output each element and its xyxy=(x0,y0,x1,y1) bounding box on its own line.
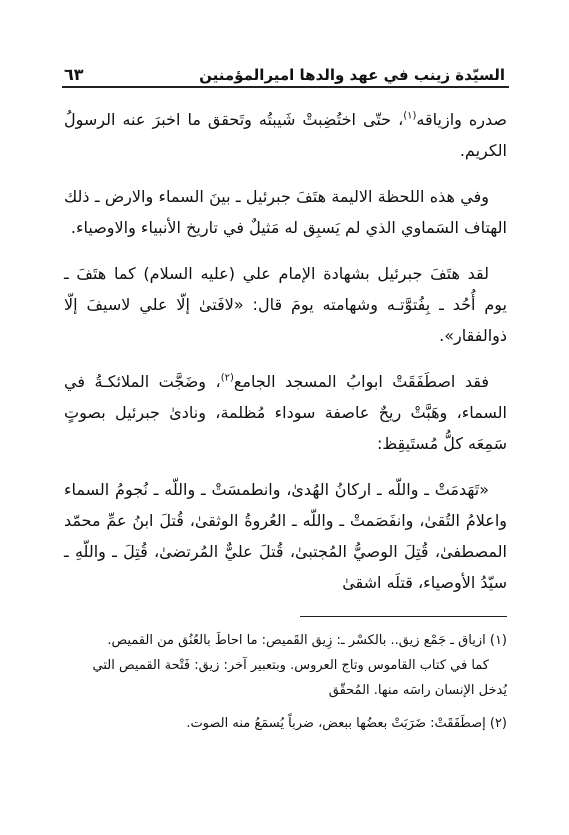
footnote-1-line2: كما في كتاب القاموس وتاج العروس. وبتعبير آخر: زيق: فَتْحة القميص التي يُدخل الإنسان راسَه منها. xyxy=(92,658,507,698)
main-text xyxy=(64,104,507,613)
page-header xyxy=(64,58,505,84)
footnote-ref-2: (٢) xyxy=(220,372,234,384)
running-title: السيّدة زينب في عهد والدها اميرالمؤمنين xyxy=(199,66,505,84)
page-number: ٦٣ xyxy=(64,65,84,84)
header-rule xyxy=(62,86,509,88)
paragraph-4 xyxy=(64,366,507,459)
paragraph-3: لقد هتَفَ جبرئيل بشهادة الإمام علي (عليه السلام) كما هتَفَ ـ يوم أُحُد ـ بِفُتوَّتـه وشهامته يومَ قال: «لافَتىٰ إلّا علي لاسيفَ إلّا ذوالفقار». xyxy=(64,264,507,345)
footnote-1-line1: (١) ازياق ـ جَمْع زيق.. بالكسْر ـ: زِيق القَميص: ما احاطَ بالعُنُق من القميص. xyxy=(107,633,507,648)
paragraph-2: وفي هذه اللحظة الاليمة هتَفَ جبرئيل ـ بينَ السماء والارض ـ ذلك الهتاف السَماوي الذي لم يَسبِق له مَثيلٌ في تاريخ الأنبياء والاوصياء. xyxy=(64,187,507,237)
p4-text-before: فقد اصطَفَقَتْ ابوابُ المسجد الجامع xyxy=(233,372,490,391)
footnote-ref-1: (١) xyxy=(403,110,417,122)
paragraph-5: «تَهَدمَتْ ـ واللّه ـ اركانُ الهُدىٰ، وانطمسَتْ ـ واللّه ـ نُجومُ السماء واعلامُ التُقىٰ، وانفَصَمتْ ـ واللّه ـ العُروةُ الوثقىٰ، قُتلَ ابنُ عمِّ محمّد المصطفىٰ، قُتِلَ الوصيُّ المُجتبىٰ، قُتلَ عليٌّ المُرتضىٰ، قُتِلَ ـ واللّهِ ـ سيّدُ الأوصياء، قتلَه اشقىٰ xyxy=(64,480,507,592)
footnote-1 xyxy=(64,628,507,703)
p1-text-before: صدره وازياقه xyxy=(416,110,507,129)
p4-text-after: ، وضَجَّت الملائكـةُ في السماء، وهَبَّتْ ريحٌ عاصفة سوداء مُظلمة، ونادىٰ جبرئيل بصوتٍ سَمِعَه كلُّ مُستَيقِظ: xyxy=(64,372,507,453)
p1-text-after: ، حتّى اختُضِبتْ شَيبتُه وتَحقق ما اخبرَ عنه الرسولُ الكريم. xyxy=(64,110,507,160)
footnote-2: (٢) إصطَفَقَتْ: ضَرَبَتْ بعضُها ببعض، ضرباً يُسمَعُ منه الصوت. xyxy=(186,716,507,731)
footnote-rule xyxy=(300,616,507,617)
paragraph-1 xyxy=(64,104,507,166)
footnote-1-signature: المُحقّق xyxy=(328,683,370,698)
footnotes xyxy=(64,628,507,744)
